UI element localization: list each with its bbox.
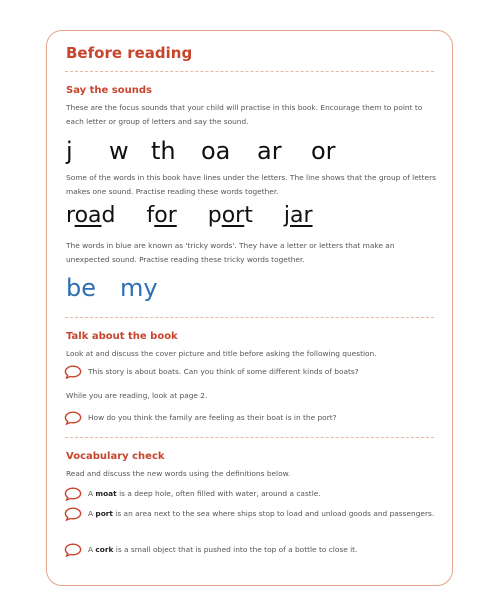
practice-word: road [66,203,116,228]
sound-item: oa [201,137,231,165]
question-text: This story is about boats. Can you think of some different kinds of boats? [88,367,359,376]
divider [65,317,434,318]
practice-words [66,203,344,229]
vocab-intro: Read and discuss the new words using the definitions below. [66,469,291,478]
sound-item: j [66,137,73,165]
speech-bubble-icon [64,411,82,425]
speech-bubble-icon [64,365,82,379]
question-item [64,411,444,425]
vocab-term: cork [95,545,114,554]
sound-item: th [151,137,176,165]
say-sounds-intro: These are the focus sounds that your child will practise in this book. Encourage them to point to each letter or group of letters and say the sound. [66,103,423,126]
sound-item: w [109,137,129,165]
tricky-word: be [66,274,96,302]
tricky-note: The words in blue are known as 'tricky words'. They have a letter or letters that make an unexpected sound. Practise reading these tricky words together. [66,241,395,264]
practice-word: for [146,203,177,228]
tricky-word: my [120,274,158,302]
say-sounds-heading: Say the sounds [66,85,152,96]
speech-bubble-icon [64,487,82,501]
sound-item: or [311,137,336,165]
speech-bubble-icon [64,507,82,521]
practice-word: jar [283,203,313,228]
section-title: Before reading [66,44,193,62]
question-text: How do you think the family are feeling as their boat is in the port? [88,413,337,422]
sound-item: ar [257,137,282,165]
divider [65,437,434,438]
question-item [64,365,444,379]
vocab-item: A moat is a deep hole, often filled with water, around a castle. [64,487,444,501]
tricky-words [66,275,182,301]
vocab-heading: Vocabulary check [66,451,165,462]
vocab-term: port [95,509,113,518]
talk-book-intro: Look at and discuss the cover picture and title before asking the following question. [66,349,377,358]
speech-bubble-icon [64,543,82,557]
focus-sounds [66,138,351,164]
practice-word: port [207,203,253,228]
before-reading-card [46,30,453,586]
underline-note: Some of the words in this book have lines under the letters. The line shows that the group of letters makes one sound. Practise reading these words together. [66,173,436,196]
vocab-item: A cork is a small object that is pushed into the top of a bottle to close it. [64,543,444,557]
divider [65,71,434,72]
vocab-item: A port is an area next to the sea where ships stop to load and unload goods and passengers. [64,507,444,521]
while-reading-note: While you are reading, look at page 2. [66,391,208,400]
talk-book-heading: Talk about the book [66,331,178,342]
vocab-term: moat [95,489,117,498]
